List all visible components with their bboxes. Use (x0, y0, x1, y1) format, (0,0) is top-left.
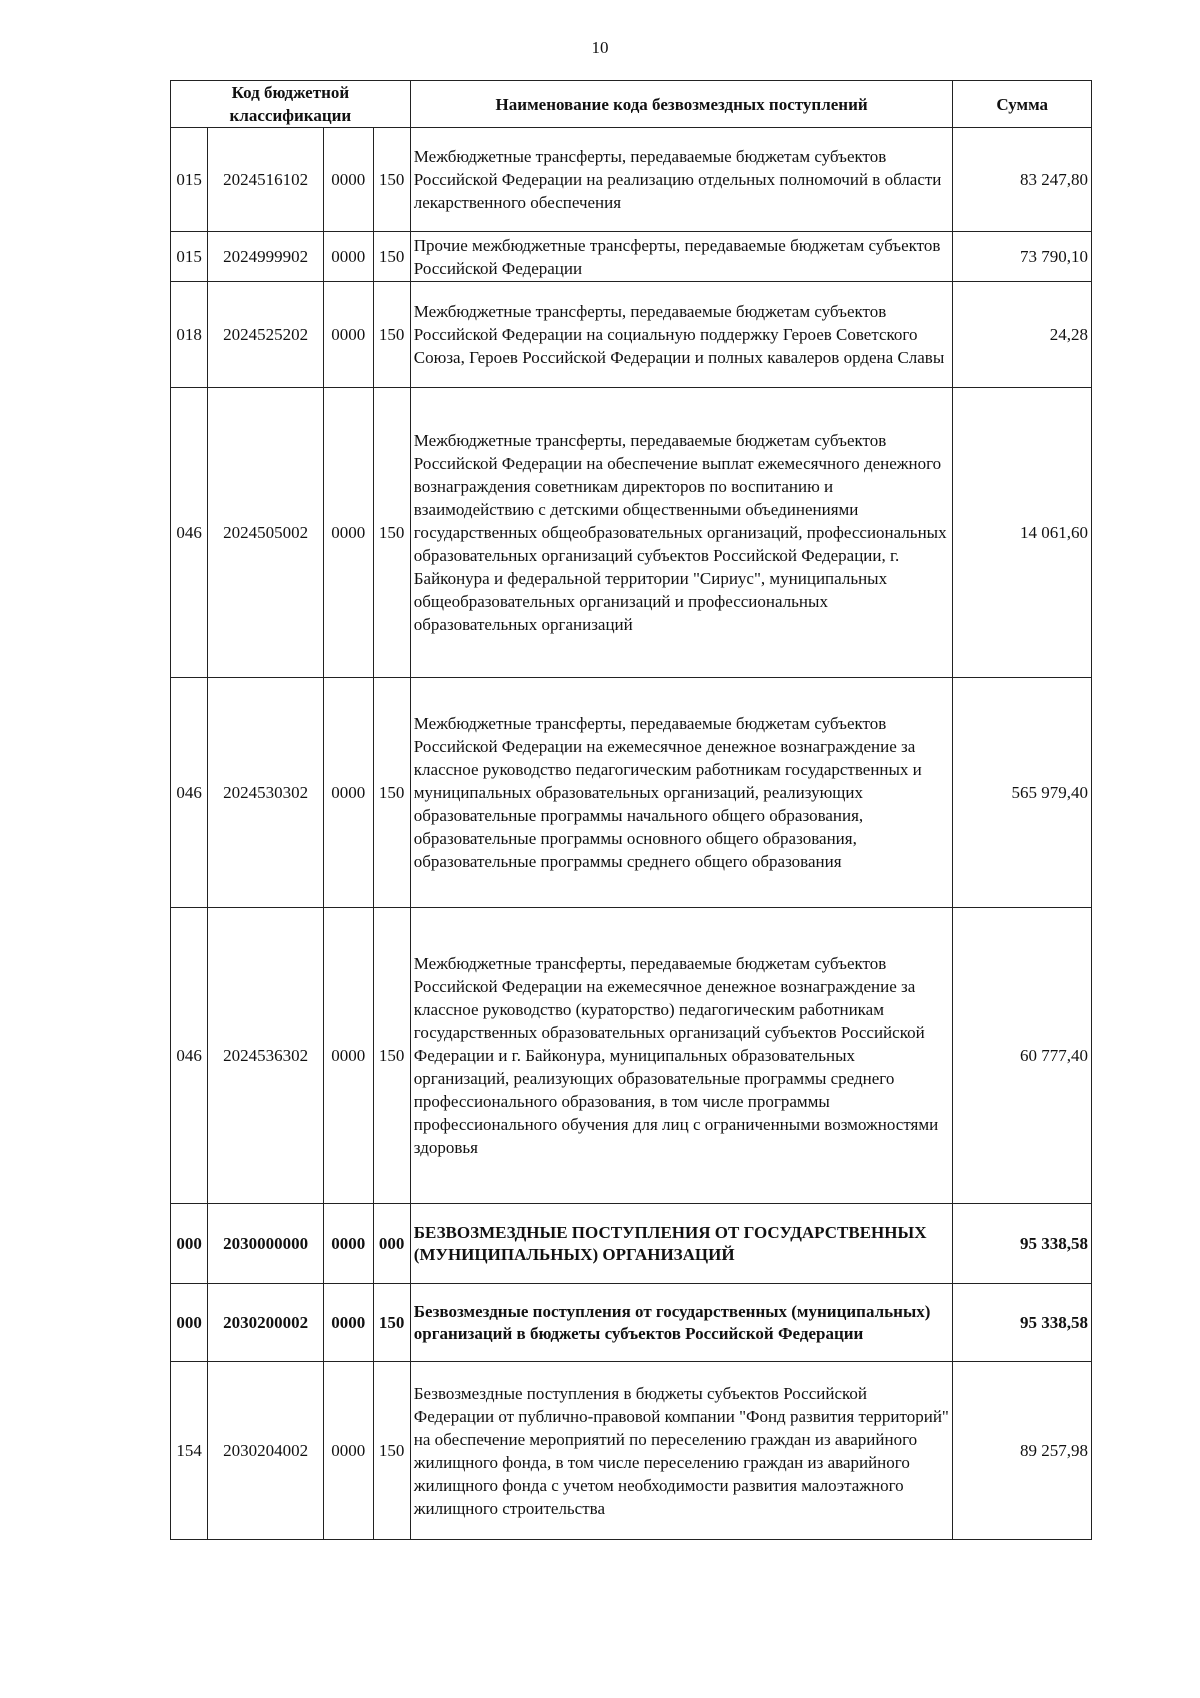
cell-kbk-code: 2024536302 (208, 908, 324, 1204)
cell-economic-code: 150 (373, 388, 410, 678)
table-row (171, 1204, 1092, 1284)
cell-kbk-code: 2024516102 (208, 128, 324, 232)
cell-kbk-code: 2030204002 (208, 1362, 324, 1540)
budget-table (170, 80, 1092, 1540)
cell-description: БЕЗВОЗМЕЗДНЫЕ ПОСТУПЛЕНИЯ ОТ ГОСУДАРСТВЕННЫХ (МУНИЦИПАЛЬНЫХ) ОРГАНИЗАЦИЙ (410, 1204, 953, 1284)
cell-admin-code: 015 (171, 232, 208, 282)
cell-admin-code: 000 (171, 1204, 208, 1284)
cell-program-code: 0000 (323, 232, 373, 282)
cell-economic-code: 150 (373, 678, 410, 908)
cell-program-code: 0000 (323, 1204, 373, 1284)
cell-admin-code: 046 (171, 678, 208, 908)
cell-description: Безвозмездные поступления в бюджеты субъектов Российской Федерации от публично-правовой компании "Фонд развития территорий" на обеспечение мероприятий по переселению граждан из аварийного жилищного фонда, в том числе переселению граждан из аварийного жилищного фонда с учетом необходимости развития малоэтажного жилищного строительства (410, 1362, 953, 1540)
cell-description: Межбюджетные трансферты, передаваемые бюджетам субъектов Российской Федерации на реализацию отдельных полномочий в области лекарственного обеспечения (410, 128, 953, 232)
cell-sum: 95 338,58 (953, 1204, 1092, 1284)
cell-admin-code: 018 (171, 282, 208, 388)
table-row (171, 678, 1092, 908)
table-row (171, 128, 1092, 232)
cell-kbk-code: 2024525202 (208, 282, 324, 388)
header-sum: Сумма (953, 81, 1092, 128)
table-row (171, 282, 1092, 388)
header-name: Наименование кода безвозмездных поступлений (410, 81, 953, 128)
cell-economic-code: 150 (373, 282, 410, 388)
cell-description: Межбюджетные трансферты, передаваемые бюджетам субъектов Российской Федерации на ежемесячное денежное вознаграждение за классное руководство педагогическим работникам государственных и муниципальных образовательных организаций, реализующих образовательные программы начального общего образования, образовательные программы основного общего образования, образовательные программы среднего общего образования (410, 678, 953, 908)
cell-admin-code: 015 (171, 128, 208, 232)
cell-economic-code: 150 (373, 908, 410, 1204)
cell-description: Межбюджетные трансферты, передаваемые бюджетам субъектов Российской Федерации на обеспечение выплат ежемесячного денежного вознаграждения советникам директоров по воспитанию и взаимодействию с детскими общественными объединениями государственных общеобразовательных организаций, профессиональных образовательных организаций субъектов Российской Федерации, г. Байконура и федеральной территории "Сириус", муниципальных общеобразовательных организаций и профессиональных образовательных организаций (410, 388, 953, 678)
table-row (171, 1284, 1092, 1362)
cell-sum: 24,28 (953, 282, 1092, 388)
cell-kbk-code: 2024999902 (208, 232, 324, 282)
table-row (171, 388, 1092, 678)
cell-kbk-code: 2024505002 (208, 388, 324, 678)
cell-program-code: 0000 (323, 1362, 373, 1540)
page-number: 10 (591, 38, 609, 57)
cell-description: Межбюджетные трансферты, передаваемые бюджетам субъектов Российской Федерации на ежемесячное денежное вознаграждение за классное руководство (кураторство) педагогическим работникам государственных образовательных организаций субъектов Российской Федерации и г. Байконура, муниципальных образовательных организаций, реализующих образовательные программы среднего профессионального образования, в том числе программы профессионального обучения для лиц с ограниченными возможностями здоровья (410, 908, 953, 1204)
cell-sum: 14 061,60 (953, 388, 1092, 678)
header-code: Код бюджетной классификации (171, 81, 411, 128)
cell-admin-code: 046 (171, 908, 208, 1204)
cell-program-code: 0000 (323, 908, 373, 1204)
cell-program-code: 0000 (323, 678, 373, 908)
cell-economic-code: 000 (373, 1204, 410, 1284)
cell-kbk-code: 2030200002 (208, 1284, 324, 1362)
cell-program-code: 0000 (323, 388, 373, 678)
cell-description: Безвозмездные поступления от государственных (муниципальных) организаций в бюджеты субъектов Российской Федерации (410, 1284, 953, 1362)
cell-admin-code: 046 (171, 388, 208, 678)
cell-sum: 83 247,80 (953, 128, 1092, 232)
cell-sum: 89 257,98 (953, 1362, 1092, 1540)
cell-program-code: 0000 (323, 128, 373, 232)
cell-description: Прочие межбюджетные трансферты, передаваемые бюджетам субъектов Российской Федерации (410, 232, 953, 282)
table-row (171, 1362, 1092, 1540)
cell-economic-code: 150 (373, 232, 410, 282)
cell-program-code: 0000 (323, 282, 373, 388)
cell-economic-code: 150 (373, 1362, 410, 1540)
cell-admin-code: 000 (171, 1284, 208, 1362)
cell-program-code: 0000 (323, 1284, 373, 1362)
cell-sum: 73 790,10 (953, 232, 1092, 282)
cell-sum: 565 979,40 (953, 678, 1092, 908)
cell-description: Межбюджетные трансферты, передаваемые бюджетам субъектов Российской Федерации на социальную поддержку Героев Советского Союза, Героев Российской Федерации и полных кавалеров ордена Славы (410, 282, 953, 388)
cell-kbk-code: 2030000000 (208, 1204, 324, 1284)
cell-economic-code: 150 (373, 128, 410, 232)
cell-admin-code: 154 (171, 1362, 208, 1540)
table-header-row (171, 81, 1092, 128)
table-row (171, 908, 1092, 1204)
table-row (171, 232, 1092, 282)
cell-sum: 60 777,40 (953, 908, 1092, 1204)
cell-kbk-code: 2024530302 (208, 678, 324, 908)
cell-economic-code: 150 (373, 1284, 410, 1362)
cell-sum: 95 338,58 (953, 1284, 1092, 1362)
